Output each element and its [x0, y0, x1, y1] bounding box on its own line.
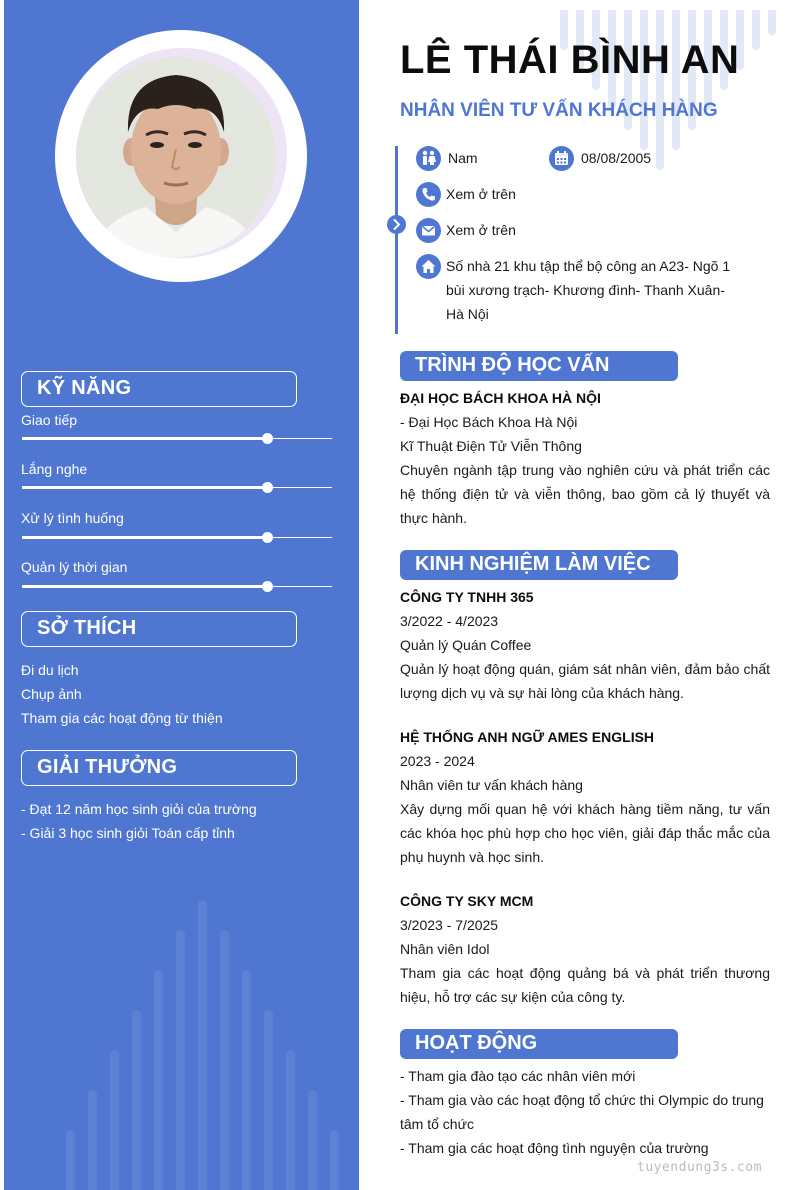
job-period: 3/2022 - 4/2023	[400, 613, 499, 629]
job-role: Quản lý Quán Coffee	[400, 637, 532, 653]
award-item: - Đạt 12 năm học sinh giỏi của trường	[21, 801, 257, 817]
job-role: Nhân viên Idol	[400, 941, 490, 957]
job-role: Nhân viên tư vấn khách hàng	[400, 777, 583, 793]
calendar-icon	[549, 146, 574, 171]
hobbies-heading: SỞ THÍCH	[21, 611, 297, 647]
envelope-icon	[416, 218, 441, 243]
job-description: Quản lý hoạt động quán, giám sát nhân viên, đảm bảo chất lượng dịch vụ và sự hài lòng của khách hàng.	[400, 661, 770, 701]
company-name: CÔNG TY TNHH 365	[400, 589, 534, 605]
hobby-item: Chụp ảnh	[21, 686, 82, 702]
education-heading: TRÌNH ĐỘ HỌC VẤN	[400, 351, 678, 381]
hobby-item: Đi du lịch	[21, 662, 79, 678]
birthday-value: 08/08/2005	[581, 150, 652, 166]
sidebar	[4, 0, 359, 1190]
job-period: 2023 - 2024	[400, 753, 475, 769]
phone-icon	[416, 182, 441, 207]
skill-name: Giao tiếp	[21, 412, 78, 428]
phone-value: Xem ở trên	[446, 186, 516, 202]
skill-name: Lắng nghe	[21, 461, 88, 477]
activity-item: - Tham gia các hoạt động tình nguyện của trường	[400, 1140, 709, 1156]
skills-heading: KỸ NĂNG	[21, 371, 297, 407]
skill-name: Quản lý thời gian	[21, 559, 128, 575]
activity-item: - Tham gia vào các hoạt động tổ chức thi Olympic do trung tâm tổ chức	[400, 1092, 764, 1132]
chevron-right-icon[interactable]	[387, 215, 406, 234]
gender-value: Nam	[448, 150, 478, 166]
education-description: Chuyên ngành tập trung vào nghiên cứu và phát triển các hệ thống điện tử và viễn thông, bao gồm cả lý thuyết và thực hành.	[400, 462, 770, 526]
home-icon	[416, 254, 441, 279]
gender-icon	[416, 146, 441, 171]
school-name: ĐẠI HỌC BÁCH KHOA HÀ NỘI	[400, 390, 601, 406]
job-description: Tham gia các hoạt động quảng bá và phát triển thương hiệu, hỗ trợ các sự kiện của công ty.	[400, 965, 770, 1005]
email-value: Xem ở trên	[446, 222, 516, 238]
address-value: Số nhà 21 khu tập thể bộ công an A23- Ngõ 1 bùi xương trạch- Khương đình- Thanh Xuân- Hà Nội	[446, 258, 731, 322]
company-name: CÔNG TY SKY MCM	[400, 893, 534, 909]
education-major: Kĩ Thuật Điện Tử Viễn Thông	[400, 438, 582, 454]
activities-heading: HOẠT ĐỘNG	[400, 1029, 678, 1059]
job-description: Xây dựng mối quan hệ với khách hàng tiềm năng, tư vấn các khóa học phù hợp cho học viên, giải đáp thắc mắc của phụ huynh và học sinh.	[400, 801, 770, 865]
hobby-item: Tham gia các hoạt động từ thiện	[21, 710, 223, 726]
avatar	[76, 57, 276, 257]
watermark: tuyendung3s.com	[637, 1160, 762, 1175]
experience-heading: KINH NGHIỆM LÀM VIỆC	[400, 550, 678, 580]
skill-bar	[22, 487, 332, 488]
award-item: - Giải 3 học sinh giỏi Toán cấp tỉnh	[21, 825, 235, 841]
job-title: NHÂN VIÊN TƯ VẤN KHÁCH HÀNG	[400, 100, 718, 121]
education-line: - Đại Học Bách Khoa Hà Nội	[400, 414, 578, 430]
skill-bar	[22, 586, 332, 587]
company-name: HỆ THỐNG ANH NGỮ AMES ENGLISH	[400, 729, 655, 745]
awards-heading: GIẢI THƯỞNG	[21, 750, 297, 786]
skill-bar	[22, 537, 332, 538]
info-accent-bar	[395, 146, 398, 334]
activity-item: - Tham gia đào tạo các nhân viên mới	[400, 1068, 636, 1084]
skill-bar	[22, 438, 332, 439]
candidate-name: LÊ THÁI BÌNH AN	[400, 38, 740, 82]
sidebar-decoration	[4, 870, 359, 1190]
skill-name: Xử lý tình huống	[21, 510, 124, 526]
job-period: 3/2023 - 7/2025	[400, 917, 499, 933]
